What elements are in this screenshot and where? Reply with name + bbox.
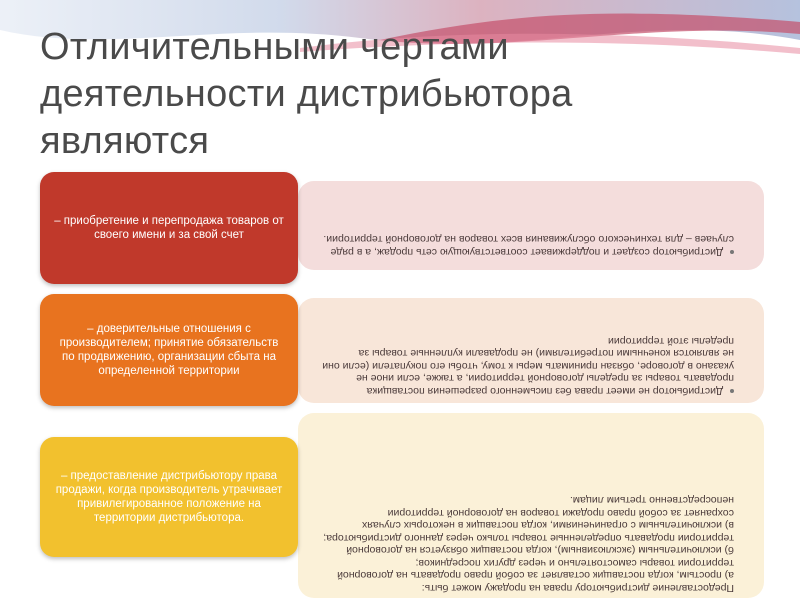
right-text-3-line-3: в) исключительным с ограничениями, когда поставщик в некоторых случаях сохраняет за собой право продажи товаров на договорной территории непосредственно третьим лицам. <box>361 494 734 532</box>
left-box-2 <box>40 294 298 406</box>
right-text-1: Дистрибьютор создает и поддерживает соответствующую сеть продаж, а в ряде случаев – для технического обслуживания всех товаров на договорной территории. <box>323 233 734 258</box>
left-text-3: – предоставление дистрибьютору права продажи, когда производитель утрачивает привилегированное положение на территории дистрибьютора. <box>55 470 283 524</box>
left-box-1 <box>40 172 298 284</box>
right-text-3-line-1: а) простым, когда поставщик оставляет за собой право продавать на договорной территории товары самостоятельно и через других посредников; <box>337 557 734 582</box>
right-text-3-line-0: Предоставление дистрибьютору права на продажу может быть: <box>421 582 734 594</box>
right-box-3 <box>298 413 764 598</box>
right-box-2 <box>298 298 764 403</box>
left-text-1: – приобретение и перепродажа товаров от своего имени и за свой счет <box>54 215 284 241</box>
right-box-1 <box>298 181 764 270</box>
slide-title: Отличительными чертами деятельности дистрибьютора являются <box>40 26 573 162</box>
bullet-icon <box>730 250 734 254</box>
left-text-2: – доверительные отношения с производителем; принятие обязательств по продвижению, организации сбыта на определенной территории <box>59 323 279 377</box>
right-text-3-line-2: б) исключительным (эксклюзивным), когда поставщик обязуется на договорной территории продавать определенные товары только через данного дистрибьютора; <box>323 532 734 557</box>
right-text-2: Дистрибьютор не имеет права без письменного разрешения поставщика продавать товары за пределы договорной территории, а также, если иное не указано в договоре, обязан принимать меры к тому, чтобы его покупатели (если они не являются конечными потребителями) не продавали купленные товары за пределы этой территории <box>322 335 734 397</box>
bullet-icon <box>730 389 734 393</box>
left-box-3 <box>40 437 298 557</box>
